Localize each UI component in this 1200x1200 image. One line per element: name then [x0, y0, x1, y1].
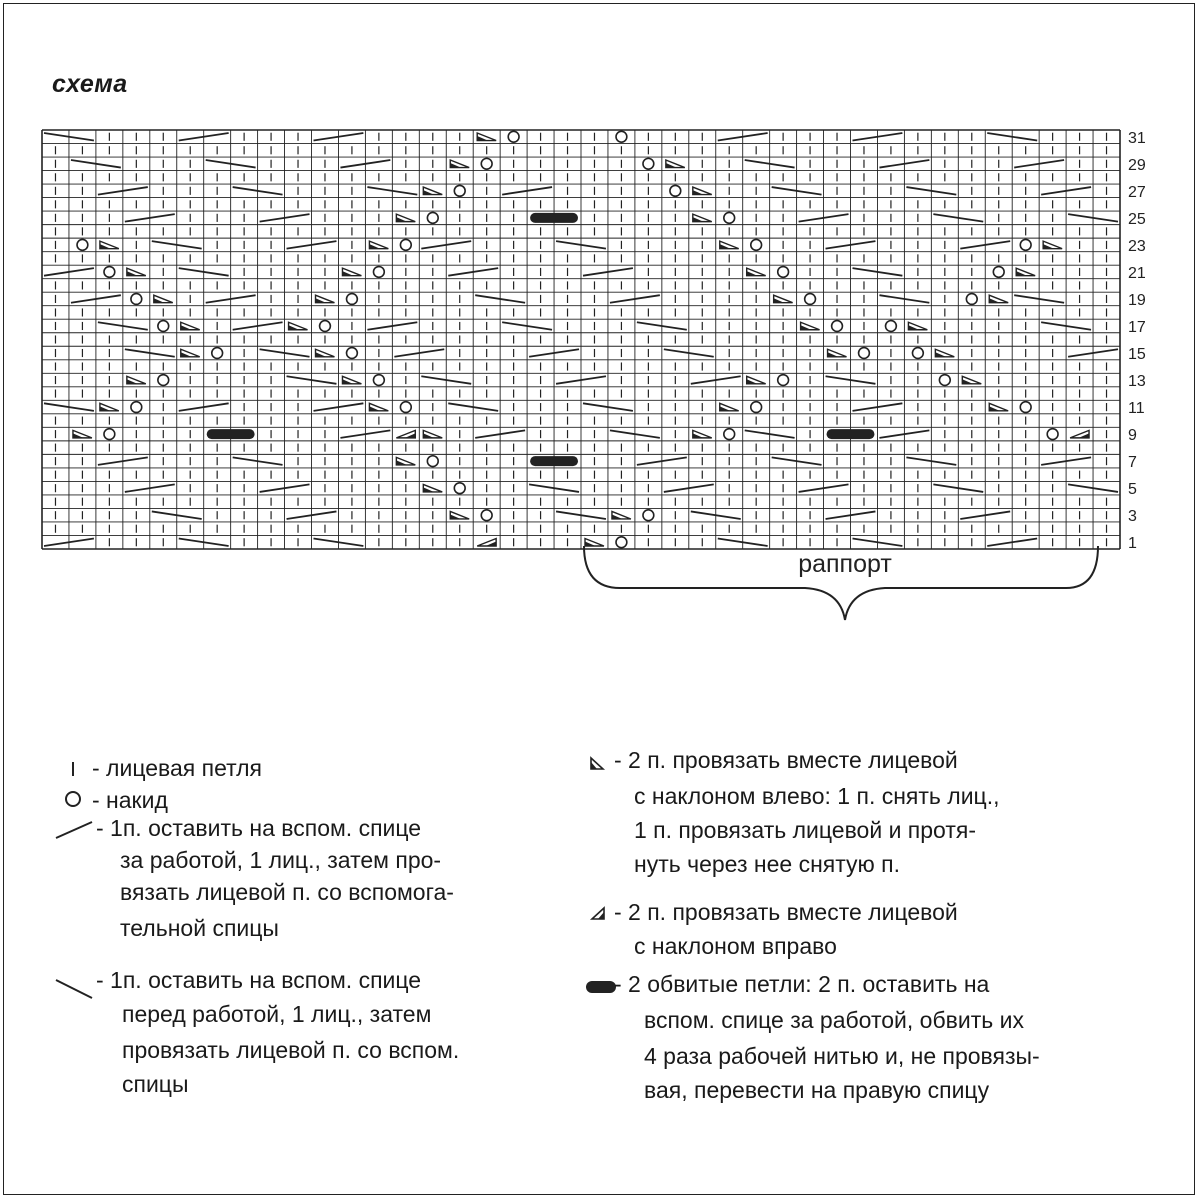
yarn-over-mark [400, 402, 411, 413]
row-number-label: 17 [1128, 318, 1146, 336]
yarn-over-mark [724, 212, 735, 223]
yarn-over-mark [508, 131, 519, 142]
yarn-over-mark [131, 294, 142, 305]
yarn-over-mark [158, 321, 169, 332]
legend-k2tog-right-2: с наклоном вправо [634, 933, 837, 959]
row-number-label: 29 [1128, 156, 1146, 174]
legend-k2tog-left-4: нуть через нее снятую п. [634, 851, 901, 877]
yarn-over-mark [77, 239, 88, 250]
yarn-over-mark [212, 348, 223, 359]
row-number-label: 1 [1128, 535, 1137, 553]
yarn-over-mark [643, 158, 654, 169]
row-number-label: 27 [1128, 183, 1146, 201]
triangle-left-icon [586, 752, 608, 774]
legend-k2tog-right-1: - 2 п. провязать вместе лицевой [614, 899, 958, 925]
row-number-label: 13 [1128, 373, 1146, 391]
yarn-over-mark [373, 267, 384, 278]
legend-cross-back-1: - 1п. оставить на вспом. спице [96, 815, 422, 841]
yarn-over-mark [427, 212, 438, 223]
yarn-over-mark [778, 267, 789, 278]
yarn-over-mark [886, 321, 897, 332]
legend-yarn-over: - накид [92, 787, 168, 813]
legend-k2tog-left-3: 1 п. провязать лицевой и протя- [634, 817, 976, 843]
yarn-over-mark [616, 131, 627, 142]
slash-rising-icon [52, 818, 96, 842]
triangle-right-icon [588, 902, 610, 924]
row-number-label: 3 [1128, 508, 1137, 526]
wrapped-stitch-mark [530, 213, 578, 223]
legend-wrapped-3: 4 раза рабочей нитью и, не провязы- [644, 1043, 1040, 1069]
chart-grid [42, 130, 1120, 549]
yarn-over-mark [454, 185, 465, 196]
yarn-over-mark [966, 294, 977, 305]
yarn-over-mark [158, 375, 169, 386]
yarn-over-mark [832, 321, 843, 332]
row-number-label: 7 [1128, 454, 1137, 472]
yarn-over-mark [805, 294, 816, 305]
row-number-label: 9 [1128, 427, 1137, 445]
row-numbers [1128, 130, 1146, 552]
legend-cross-back-2: за работой, 1 лиц., затем про- [120, 847, 442, 873]
yarn-over-mark [104, 429, 115, 440]
yarn-over-mark [454, 483, 465, 494]
oval-bar-icon [584, 978, 618, 996]
legend-cross-front-4: спицы [122, 1071, 189, 1097]
yarn-over-mark [1047, 429, 1058, 440]
row-number-label: 15 [1128, 346, 1146, 364]
legend-wrapped-2: вспом. спице за работой, обвить их [644, 1007, 1024, 1033]
chart-title: схема [52, 70, 128, 98]
legend-cross-front-1: - 1п. оставить на вспом. спице [96, 967, 422, 993]
yarn-over-mark [724, 429, 735, 440]
legend-cross-front-2: перед работой, 1 лиц., затем [122, 1001, 432, 1027]
slash-falling-icon [52, 976, 96, 1002]
yarn-over-mark [427, 456, 438, 467]
yarn-over-mark [751, 239, 762, 250]
yarn-over-mark [1020, 239, 1031, 250]
legend-cross-back-3: вязать лицевой п. со вспомога- [120, 879, 454, 905]
row-number-label: 11 [1128, 400, 1145, 418]
legend-cross-back-4: тельной спицы [120, 915, 279, 941]
legend-knit: - лицевая петля [92, 755, 263, 781]
legend-wrapped-1: - 2 обвитые петли: 2 п. оставить на [614, 971, 990, 997]
row-number-label: 5 [1128, 481, 1137, 499]
yarn-over-mark [751, 402, 762, 413]
yarn-over-mark [912, 348, 923, 359]
yarn-over-mark [616, 537, 627, 548]
legend-k2tog-left-1: - 2 п. провязать вместе лицевой [614, 747, 958, 773]
yarn-over-mark [481, 510, 492, 521]
yarn-over-mark [1020, 402, 1031, 413]
row-number-label: 21 [1128, 264, 1146, 282]
yarn-over-mark [131, 402, 142, 413]
legend-cross-front-3: провязать лицевой п. со вспом. [122, 1037, 460, 1063]
vertical-bar-icon [66, 756, 80, 782]
yarn-over-mark [778, 375, 789, 386]
yarn-over-mark [104, 267, 115, 278]
legend-wrapped-4: вая, перевести на правую спицу [644, 1077, 990, 1103]
rapport-label: раппорт [798, 550, 892, 578]
row-number-label: 31 [1128, 129, 1146, 147]
row-number-label: 23 [1128, 237, 1146, 255]
circle-icon [62, 788, 84, 810]
yarn-over-mark [347, 348, 358, 359]
yarn-over-mark [373, 375, 384, 386]
legend-k2tog-left-2: с наклоном влево: 1 п. снять лиц., [634, 783, 1000, 809]
yarn-over-mark [481, 158, 492, 169]
yarn-over-mark [670, 185, 681, 196]
yarn-over-mark [320, 321, 331, 332]
yarn-over-mark [859, 348, 870, 359]
yarn-over-mark [347, 294, 358, 305]
wrapped-stitch-mark [207, 429, 255, 439]
wrapped-stitch-mark [827, 429, 875, 439]
yarn-over-mark [400, 239, 411, 250]
yarn-over-mark [643, 510, 654, 521]
wrapped-stitch-mark [530, 456, 578, 466]
yarn-over-mark [939, 375, 950, 386]
row-number-label: 25 [1128, 210, 1146, 228]
yarn-over-mark [993, 267, 1004, 278]
row-number-label: 19 [1128, 291, 1146, 309]
